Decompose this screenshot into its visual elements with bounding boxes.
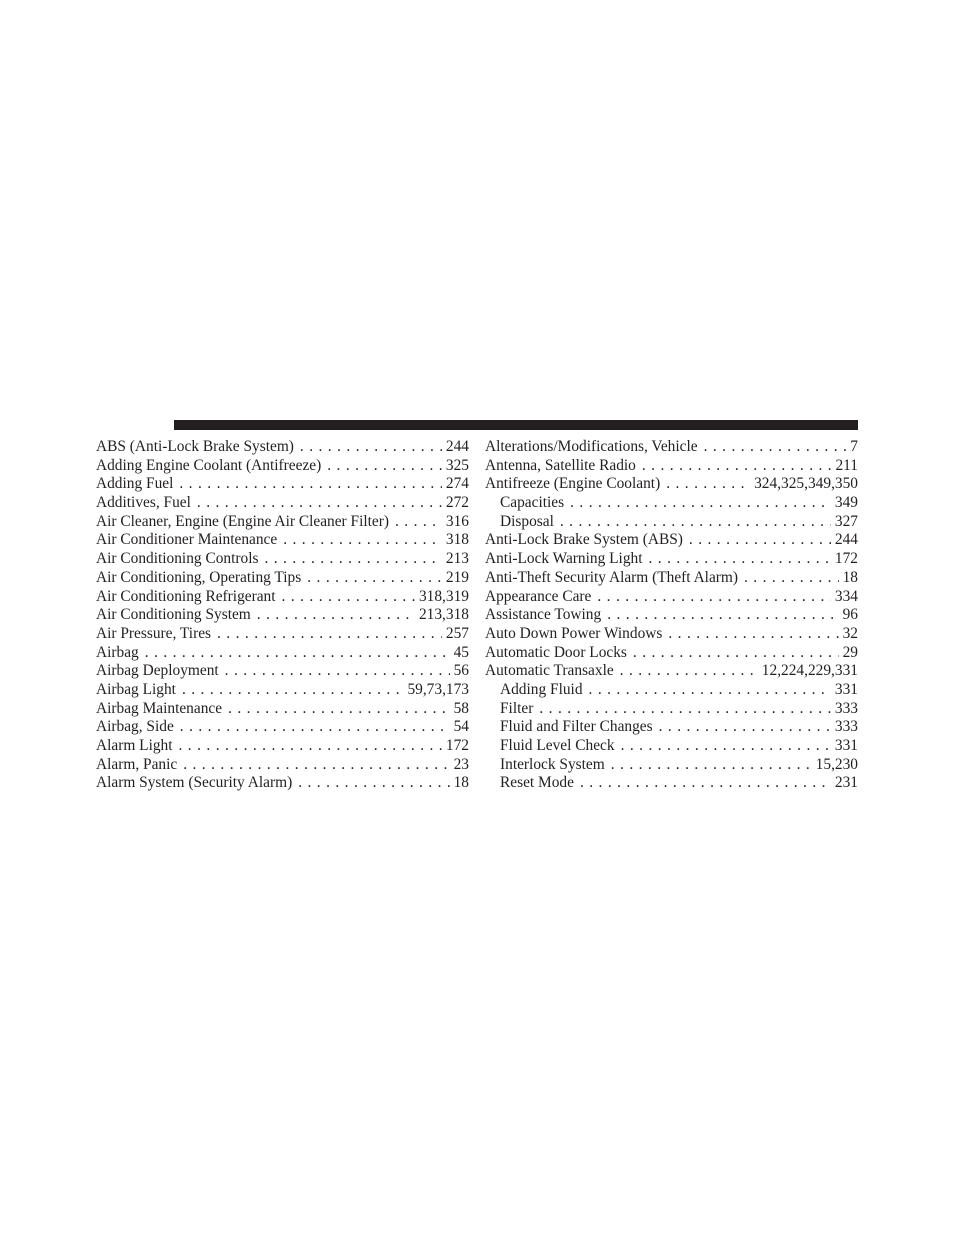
index-term: Antenna, Satellite Radio bbox=[485, 456, 636, 474]
index-entry bbox=[96, 756, 469, 775]
dot-leader bbox=[197, 494, 442, 513]
index-entry bbox=[96, 737, 469, 756]
index-page-number: 333 bbox=[834, 699, 858, 717]
index-term: Air Conditioner Maintenance bbox=[96, 531, 278, 549]
index-page-number: 58 bbox=[453, 699, 469, 717]
index-entry bbox=[485, 531, 858, 550]
index-page-number: 324,325,349,350 bbox=[754, 475, 858, 493]
dot-leader bbox=[633, 644, 839, 663]
dot-leader bbox=[300, 438, 442, 457]
dot-leader bbox=[589, 681, 831, 700]
index-entry bbox=[485, 644, 858, 663]
index-page-number: 96 bbox=[842, 606, 858, 624]
index-term: Antifreeze (Engine Coolant) bbox=[485, 475, 661, 493]
index-page-number: 7 bbox=[850, 438, 858, 455]
index-entry bbox=[96, 457, 469, 476]
index-page-number: 327 bbox=[834, 512, 858, 530]
index-page-number: 272 bbox=[445, 494, 469, 512]
index-entry bbox=[96, 494, 469, 513]
index-term: Airbag Maintenance bbox=[96, 699, 223, 717]
index-column-left bbox=[96, 438, 469, 793]
dot-leader bbox=[145, 644, 450, 663]
dot-leader bbox=[282, 588, 415, 607]
dot-leader bbox=[648, 550, 830, 569]
index-page-number: 59,73,173 bbox=[407, 680, 469, 698]
index-entry bbox=[485, 438, 858, 457]
index-term: Fluid Level Check bbox=[500, 737, 615, 754]
index-page-number: 318 bbox=[445, 531, 469, 549]
dot-leader bbox=[298, 774, 449, 793]
dot-leader bbox=[539, 700, 831, 719]
dot-leader bbox=[257, 606, 415, 625]
index-term: Adding Fluid bbox=[500, 680, 583, 698]
index-term: Air Conditioning Controls bbox=[96, 550, 259, 568]
index-entry bbox=[96, 606, 469, 625]
index-term: Air Pressure, Tires bbox=[96, 624, 212, 642]
index-subentry bbox=[485, 513, 858, 532]
header-rule bbox=[174, 420, 858, 430]
dot-leader bbox=[704, 438, 847, 457]
index-page-number: 18 bbox=[842, 568, 858, 586]
dot-leader bbox=[283, 531, 442, 550]
index-page-number: 56 bbox=[453, 662, 469, 680]
index-entry bbox=[96, 681, 469, 700]
dot-leader bbox=[597, 588, 831, 607]
index-subentry bbox=[485, 718, 858, 737]
index-page-number: 274 bbox=[445, 475, 469, 493]
index-term: Air Conditioning Refrigerant bbox=[96, 587, 276, 605]
dot-leader bbox=[666, 475, 750, 494]
index-page-number: 29 bbox=[842, 643, 858, 661]
index-entry bbox=[485, 606, 858, 625]
dot-leader bbox=[642, 457, 832, 476]
index-entry bbox=[96, 531, 469, 550]
index-page-number: 211 bbox=[835, 456, 858, 474]
dot-leader bbox=[183, 756, 449, 775]
index-page-number: 213 bbox=[445, 550, 469, 568]
index-term: Adding Fuel bbox=[96, 475, 174, 493]
index-entry bbox=[485, 475, 858, 494]
index-page-number: 23 bbox=[453, 755, 469, 773]
index-term: Airbag Deployment bbox=[96, 662, 219, 680]
index-term: Disposal bbox=[500, 512, 554, 530]
dot-leader bbox=[607, 606, 838, 625]
index-term: Automatic Door Locks bbox=[485, 643, 627, 661]
dot-leader bbox=[620, 662, 758, 681]
index-term: Adding Engine Coolant (Antifreeze) bbox=[96, 456, 322, 474]
index-subentry bbox=[485, 681, 858, 700]
dot-leader bbox=[621, 737, 831, 756]
dot-leader bbox=[307, 569, 442, 588]
index-page-number: 325 bbox=[445, 456, 469, 474]
index-page-number: 257 bbox=[445, 624, 469, 642]
dot-leader bbox=[179, 737, 442, 756]
index-entry bbox=[96, 644, 469, 663]
index-subentry bbox=[485, 774, 858, 793]
index-page-number: 15,230 bbox=[815, 755, 858, 773]
index-term: Anti-Lock Brake System (ABS) bbox=[485, 531, 683, 549]
index-entry bbox=[96, 700, 469, 719]
index-page-number: 18 bbox=[453, 774, 469, 792]
index-term: Interlock System bbox=[500, 755, 605, 773]
index-page-number: 54 bbox=[453, 718, 469, 736]
index-entry bbox=[485, 550, 858, 569]
index-term: Anti-Lock Warning Light bbox=[485, 550, 643, 568]
index-term: Assistance Towing bbox=[485, 606, 602, 624]
index-entry bbox=[96, 550, 469, 569]
index-page-number: 333 bbox=[834, 718, 858, 736]
dot-leader bbox=[182, 681, 404, 700]
index-entry bbox=[96, 475, 469, 494]
index-subentry bbox=[485, 737, 858, 756]
index-term: Alarm Light bbox=[96, 737, 173, 754]
index-entry bbox=[96, 438, 469, 457]
dot-leader bbox=[395, 513, 442, 532]
index-page-number: 45 bbox=[453, 643, 469, 661]
index-term: Airbag bbox=[96, 643, 139, 661]
index-term: Anti-Theft Security Alarm (Theft Alarm) bbox=[485, 568, 739, 586]
index-page-number: 349 bbox=[834, 494, 858, 512]
index-term: Auto Down Power Windows bbox=[485, 624, 663, 642]
index-term: Alarm, Panic bbox=[96, 755, 178, 773]
index-term: Automatic Transaxle bbox=[485, 662, 614, 680]
index-subentry bbox=[485, 494, 858, 513]
index-term: Additives, Fuel bbox=[96, 494, 191, 512]
index-term: Air Cleaner, Engine (Engine Air Cleaner Filter) bbox=[96, 512, 389, 530]
index-term: Airbag Light bbox=[96, 680, 176, 698]
index-entry bbox=[96, 625, 469, 644]
index-page-number: 213,318 bbox=[418, 606, 469, 624]
index-page-number: 316 bbox=[445, 512, 469, 530]
index-page-number: 12,224,229,331 bbox=[761, 662, 858, 680]
index-term: Air Conditioning System bbox=[96, 606, 251, 624]
index-page-number: 331 bbox=[834, 680, 858, 698]
index-term: Appearance Care bbox=[485, 587, 592, 605]
dot-leader bbox=[668, 625, 838, 644]
index-column-right bbox=[485, 438, 858, 793]
index-term: Capacities bbox=[500, 494, 565, 512]
index-entry bbox=[485, 625, 858, 644]
index-entry bbox=[96, 588, 469, 607]
index-page-number: 244 bbox=[834, 531, 858, 549]
index-entry bbox=[96, 569, 469, 588]
index-entry bbox=[96, 774, 469, 793]
index-page-number: 172 bbox=[834, 550, 858, 568]
dot-leader bbox=[744, 569, 839, 588]
dot-leader bbox=[659, 718, 831, 737]
dot-leader bbox=[228, 700, 450, 719]
dot-leader bbox=[580, 774, 831, 793]
index-term: ABS (Anti-Lock Brake System) bbox=[96, 438, 294, 455]
index-page-number: 172 bbox=[445, 737, 469, 754]
index-term: Air Conditioning, Operating Tips bbox=[96, 568, 302, 586]
dot-leader bbox=[611, 756, 812, 775]
dot-leader bbox=[179, 475, 442, 494]
index-page-number: 318,319 bbox=[418, 587, 469, 605]
index-term: Airbag, Side bbox=[96, 718, 174, 736]
dot-leader bbox=[570, 494, 831, 513]
index-page-number: 331 bbox=[834, 737, 858, 754]
index-page-number: 32 bbox=[842, 624, 858, 642]
index-term: Reset Mode bbox=[500, 774, 574, 792]
index-entry bbox=[96, 513, 469, 532]
index-term: Alterations/Modifications, Vehicle bbox=[485, 438, 698, 455]
index-term: Fluid and Filter Changes bbox=[500, 718, 653, 736]
index-subentry bbox=[485, 756, 858, 775]
dot-leader bbox=[217, 625, 442, 644]
index-entry bbox=[96, 662, 469, 681]
index-subentry bbox=[485, 700, 858, 719]
index-entry bbox=[485, 662, 858, 681]
index-page-number: 231 bbox=[834, 774, 858, 792]
index-entry bbox=[485, 588, 858, 607]
index-entry bbox=[96, 718, 469, 737]
index-entry bbox=[485, 569, 858, 588]
index-term: Filter bbox=[500, 699, 534, 717]
dot-leader bbox=[689, 531, 831, 550]
dot-leader bbox=[180, 718, 450, 737]
dot-leader bbox=[225, 662, 450, 681]
dot-leader bbox=[560, 513, 831, 532]
index-page-number: 219 bbox=[445, 568, 469, 586]
index-page-number: 244 bbox=[445, 438, 469, 455]
dot-leader bbox=[264, 550, 441, 569]
index-page-number: 334 bbox=[834, 587, 858, 605]
dot-leader bbox=[327, 457, 442, 476]
index-entry bbox=[485, 457, 858, 476]
index-term: Alarm System (Security Alarm) bbox=[96, 774, 293, 792]
